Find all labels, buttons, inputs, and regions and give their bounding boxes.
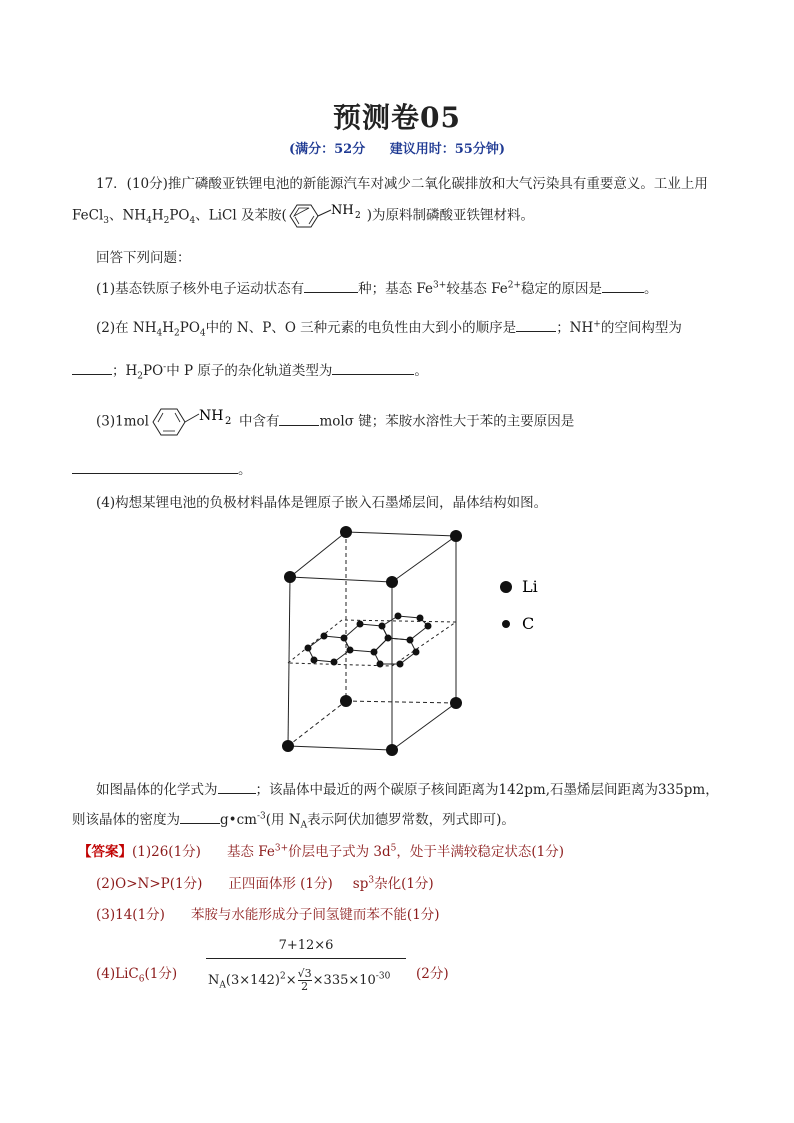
page-subtitle (0, 138, 794, 157)
density-fraction (206, 936, 406, 1006)
question-3-cont: 。 (72, 458, 252, 478)
legend-li-label: Li (522, 577, 538, 596)
blank-4[interactable] (72, 360, 112, 375)
crystal-structure-diagram (270, 520, 570, 760)
nh2-label: NH (330, 203, 354, 218)
sqrt3-over-2: $\frac{√3}{2}$ (297, 967, 312, 993)
question-4: (4)构想某锂电池的负极材料晶体是锂原子嵌入石墨烯层间，晶体结构如图。 (96, 495, 548, 511)
page-title: 预测卷05 (333, 101, 461, 134)
question-1: (1)基态铁原子核外电子运动状态有 种；基态 $Fe^{3+}$较基态 $Fe^{2+}$稳定的原因是 。 (96, 277, 658, 297)
question-3: (3)1mol NH 2 中含有 molσ 键；苯胺水溶性大于苯的主要原因是 (96, 404, 574, 440)
question-2-cont: ；$H_2PO^-$中 P 原子的杂化轨道类型为 。 (72, 359, 428, 382)
aniline-structure-icon (149, 404, 239, 440)
answer-3: (3)14(1分) 苯胺与水能形成分子间氢键而苯不能(1分) (96, 907, 440, 923)
blank-9[interactable] (180, 809, 220, 824)
legend-c-marker (502, 620, 510, 628)
svg-text:2: 2 (354, 211, 361, 221)
fraction-bar (206, 958, 406, 959)
blank-6[interactable] (279, 411, 319, 426)
svg-text:NH: NH (198, 408, 224, 424)
answer-1: 【答案】(1)26(1分) 基态 $Fe^{3+}$价层电子式为 $3d^5$，处于半满较稳定状态(1分) (78, 843, 565, 860)
q17-intro: 17．(10分)推广磷酸亚铁锂电池的新能源汽车对减少二氧化碳排放和大气污染具有重要意义。工业上用 (96, 176, 708, 192)
blank-1[interactable] (304, 278, 358, 293)
aniline-structure-icon (287, 202, 367, 230)
answer-4: (4)LiC$_6$(1分) (96, 966, 178, 985)
question-4-formula: 如图晶体的化学式为 ；该晶体中最近的两个碳原子核间距离为142pm,石墨烯层间距离为335pm， (96, 778, 719, 798)
blank-5[interactable] (332, 360, 414, 375)
svg-text:2: 2 (224, 416, 232, 427)
question-4-density: 则该晶体的密度为 $g•cm^{-3}$(用 $N_A$表示阿伏加德罗常数，列式即可)。 (72, 808, 515, 831)
answer-2: (2)O>N>P(1分) 正四面体形 (1分) $sp^3$杂化(1分) (96, 875, 434, 892)
blank-8[interactable] (218, 779, 256, 794)
fraction-denominator: $N_A(3\times 142)^2\times$ $\frac{√3}{2}$ $\times 335\times 10^{-30}$ (208, 967, 391, 993)
question-2: (2)在 $NH_4H_2PO_4$中的 N、P、O 三种元素的电负性由大到小的顺序是 ；NH+的空间构型为 (96, 316, 682, 339)
fraction-numerator: 7+12×6 (278, 938, 334, 953)
blank-7[interactable] (72, 459, 238, 474)
blank-3[interactable] (516, 317, 556, 332)
q17-materials: FeCl$_3$、$NH_4H_2PO_4$、LiCl 及苯胺( NH 2 )为原料制磷酸亚铁锂材料。 (72, 202, 534, 230)
legend-c-label: C (522, 614, 535, 633)
blank-2[interactable] (602, 278, 644, 293)
answer-prompt: 回答下列问题： (96, 250, 191, 266)
time-info: 建议用时：55分钟) (389, 142, 506, 157)
answer-4-score: (2分) (416, 966, 449, 982)
legend-li-marker (500, 581, 512, 593)
score-info: (满分：52分 (288, 142, 366, 157)
